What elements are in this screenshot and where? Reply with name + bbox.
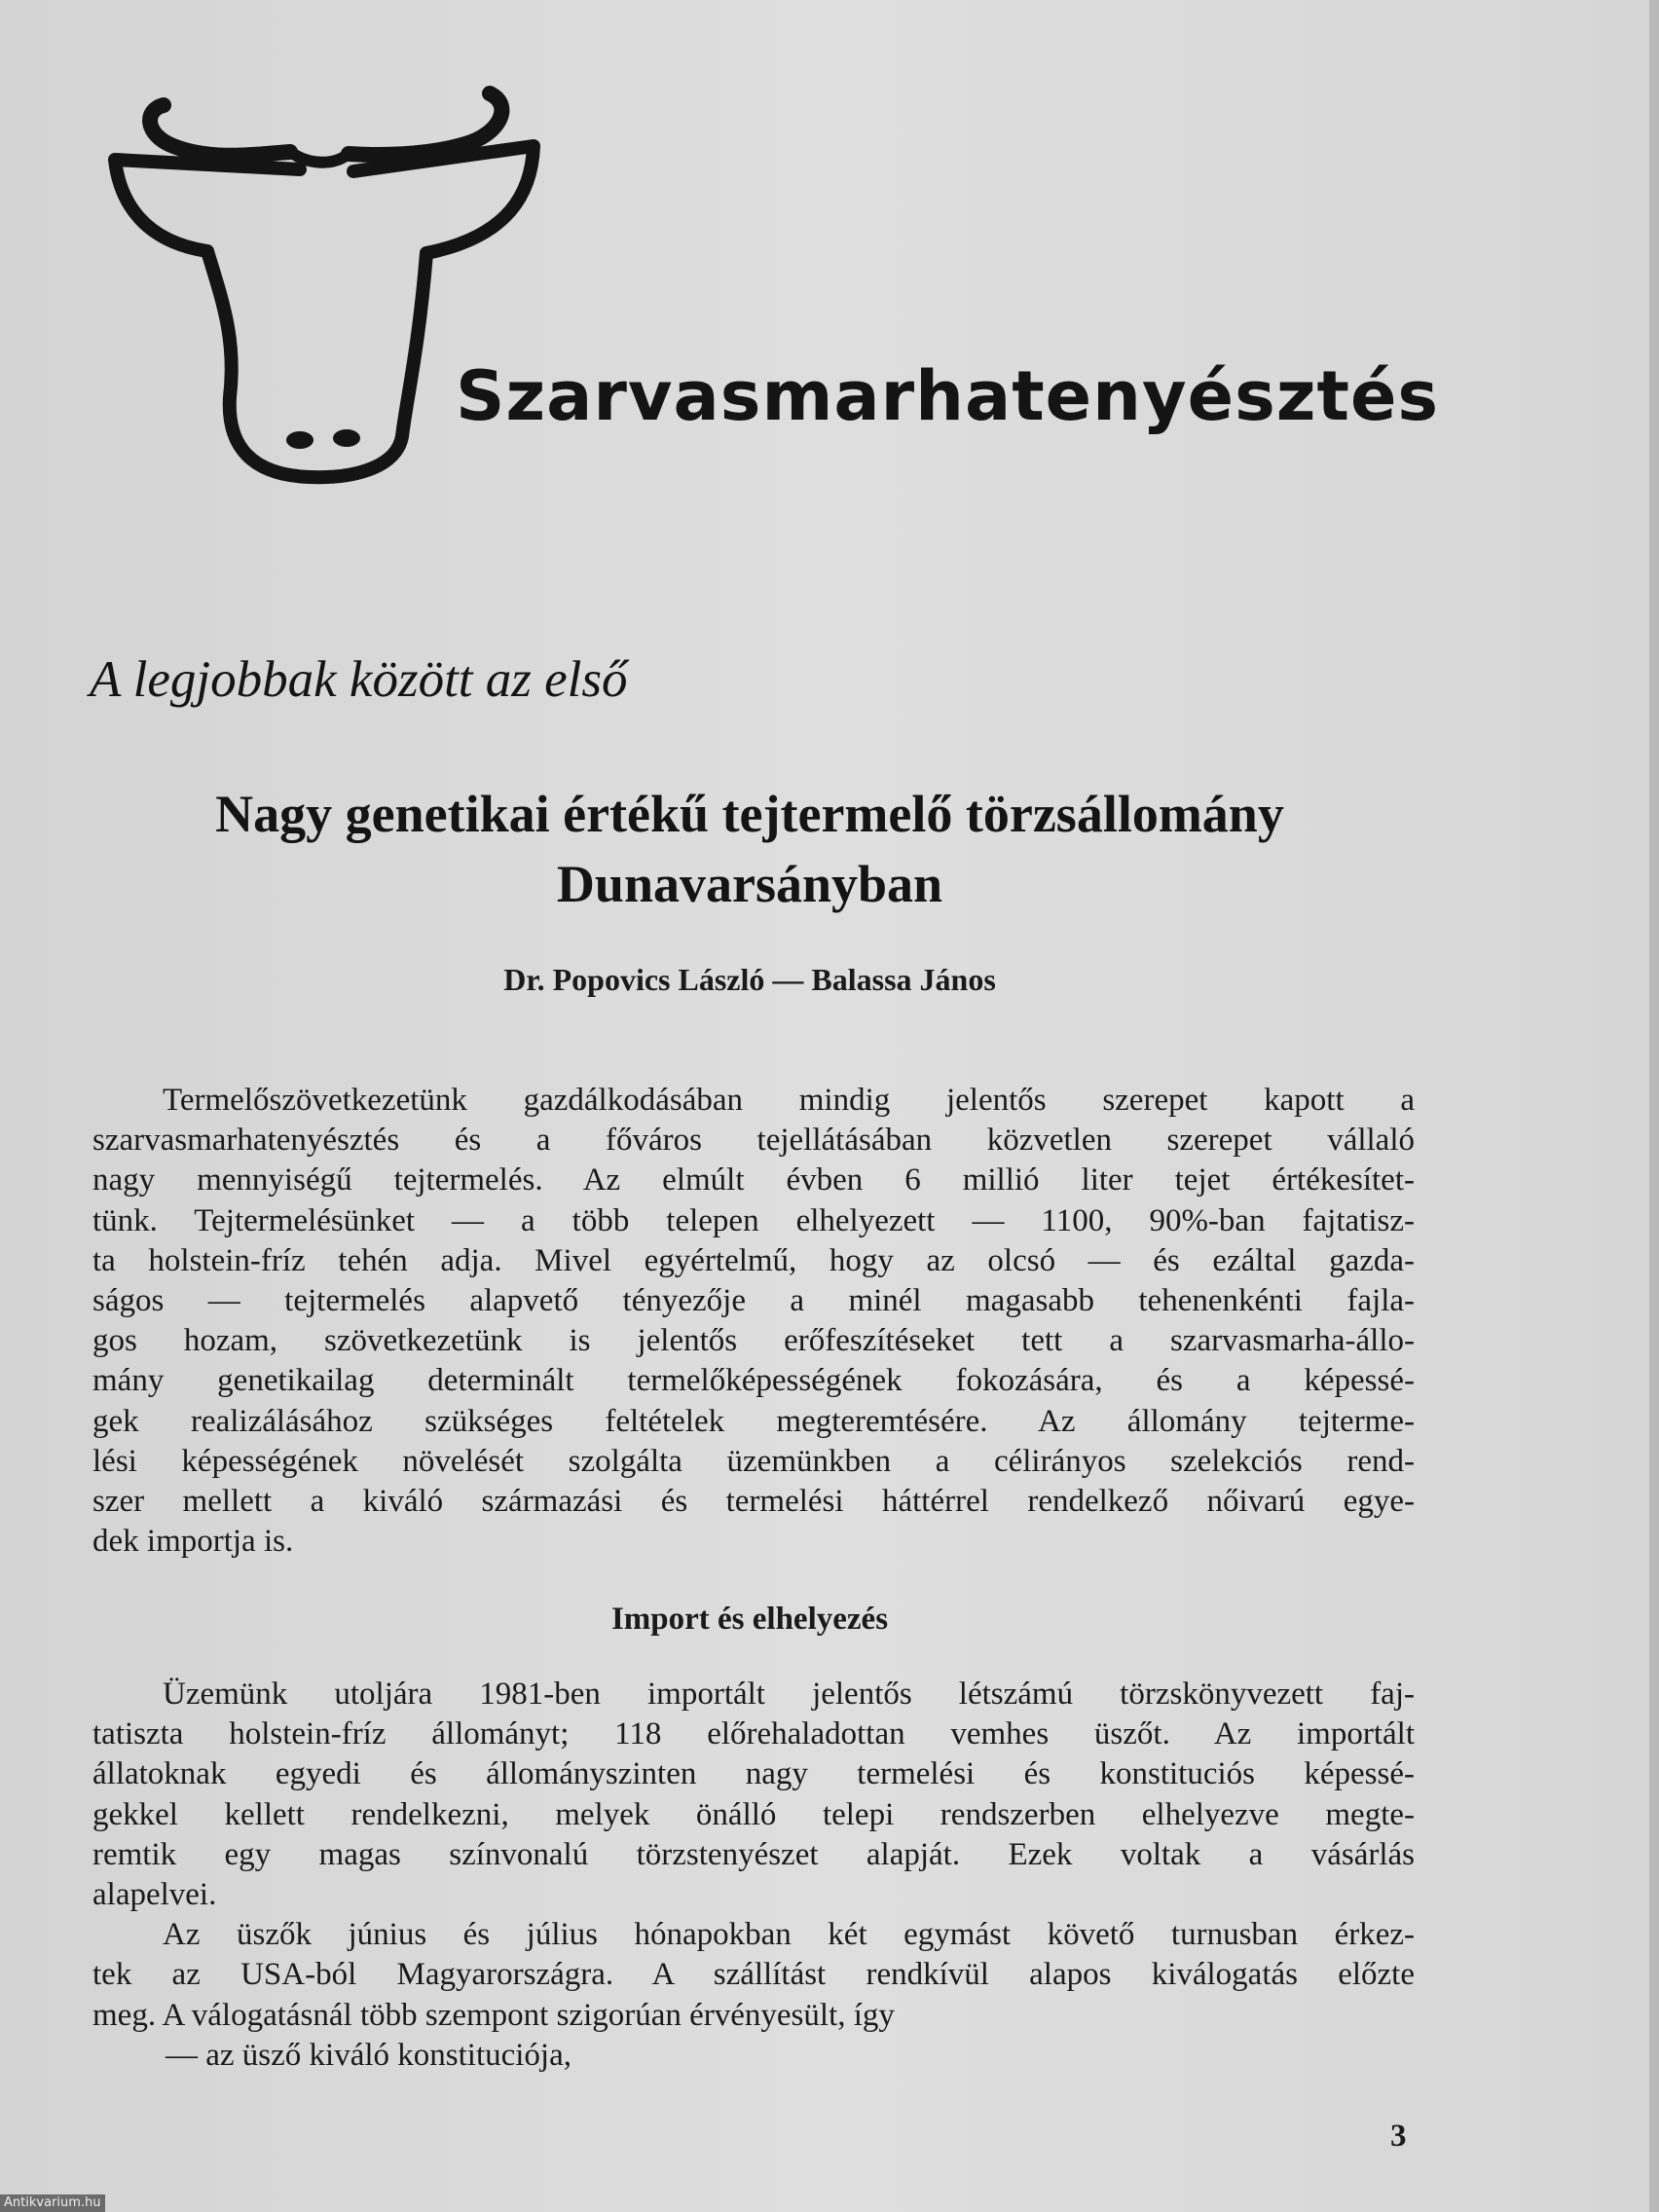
headline-line-1: Nagy genetikai értékű tejtermelő törzsállomány (215, 785, 1284, 843)
paragraph-line: gos hozam, szövetkezetünk is jelentős erőfeszítéseket tett a szarvasmarha-állo- (92, 1323, 1415, 1359)
paragraph-line: ságos — tejtermelés alapvető tényezője a minél magasabb tehenenkénti fajla- (92, 1283, 1415, 1319)
paragraph-line: gek realizálásához szükséges feltételek megteremtésére. Az állomány tejterme- (92, 1403, 1415, 1439)
paragraph-line: Az üszők június és július hónapokban két egymást követő turnusban érkez- (163, 1917, 1415, 1953)
cow-head-icon (105, 76, 543, 504)
paragraph-line: szarvasmarhatenyésztés és a főváros tejellátásában közvetlen szerepet vállaló (92, 1123, 1415, 1159)
article-headline (88, 779, 1412, 919)
subheading: Import és elhelyezés (610, 1602, 889, 1637)
paragraph-line: meg. A válogatásnál több szempont szigorúan érvényesült, így (92, 1997, 895, 2033)
paragraph-line: remtik egy magas színvonalú törzstenyészet alapját. Ezek voltak a vásárlás (92, 1836, 1415, 1872)
paragraph-line: gekkel kellett rendelkezni, melyek önálló telepi rendszerben elhelyezve megte- (92, 1796, 1415, 1832)
paragraph-3 (92, 1915, 1415, 2076)
headline-line-2: Dunavarsányban (556, 855, 943, 913)
list-item: — az üsző kiváló konstituciója, (166, 2037, 571, 2073)
paragraph-line: tatiszta holstein-fríz állományt; 118 előrehaladottan vemhes üszőt. Az importált (92, 1716, 1415, 1752)
section-title: Szarvasmarhatenyésztés (456, 356, 1440, 436)
paragraph-line: szer mellett a kiváló származási és termelési háttérrel rendelkező nőivarú egye- (92, 1484, 1415, 1520)
paragraph-line: dek importja is. (92, 1524, 294, 1560)
page-number: 3 (1390, 2119, 1407, 2154)
page-edge-shadow (1649, 0, 1659, 2212)
article-authors: Dr. Popovics László — Balassa János (503, 962, 996, 997)
paragraph-1 (92, 1081, 1415, 1562)
paragraph-line: alapelvei. (92, 1877, 217, 1913)
paragraph-line: ta holstein-fríz tehén adja. Mivel egyértelmű, hogy az olcsó — és ezáltal gazda- (92, 1242, 1415, 1278)
paragraph-line: állatoknak egyedi és állományszinten nagy termelési és konstituciós képessé- (92, 1756, 1415, 1792)
article-kicker: A legjobbak között az első (90, 651, 628, 708)
paragraph-line: Üzemünk utoljára 1981-ben importált jelentős létszámú törzskönyvezett faj- (163, 1677, 1415, 1712)
paragraph-line: nagy mennyiségű tejtermelés. Az elmúlt évben 6 millió liter tejet értékesítet- (92, 1162, 1415, 1198)
paragraph-line: tek az USA-ból Magyarországra. A szállítást rendkívül alapos kiválogatás előzte (92, 1957, 1415, 1993)
paragraph-line: tünk. Tejtermelésünket — a több telepen elhelyezett — 1100, 90%-ban fajtatisz- (92, 1202, 1415, 1238)
paragraph-line: Termelőszövetkezetünk gazdálkodásában mindig jelentős szerepet kapott a (163, 1083, 1415, 1118)
paragraph-2 (92, 1675, 1415, 2076)
paragraph-line: lési képességének növelését szolgálta üzemünkben a célirányos szelekciós rend- (92, 1443, 1415, 1479)
watermark: Antikvarium.hu (0, 2194, 105, 2212)
paragraph-line: mány genetikailag determinált termelőképességének fokozására, és a képessé- (92, 1363, 1415, 1399)
